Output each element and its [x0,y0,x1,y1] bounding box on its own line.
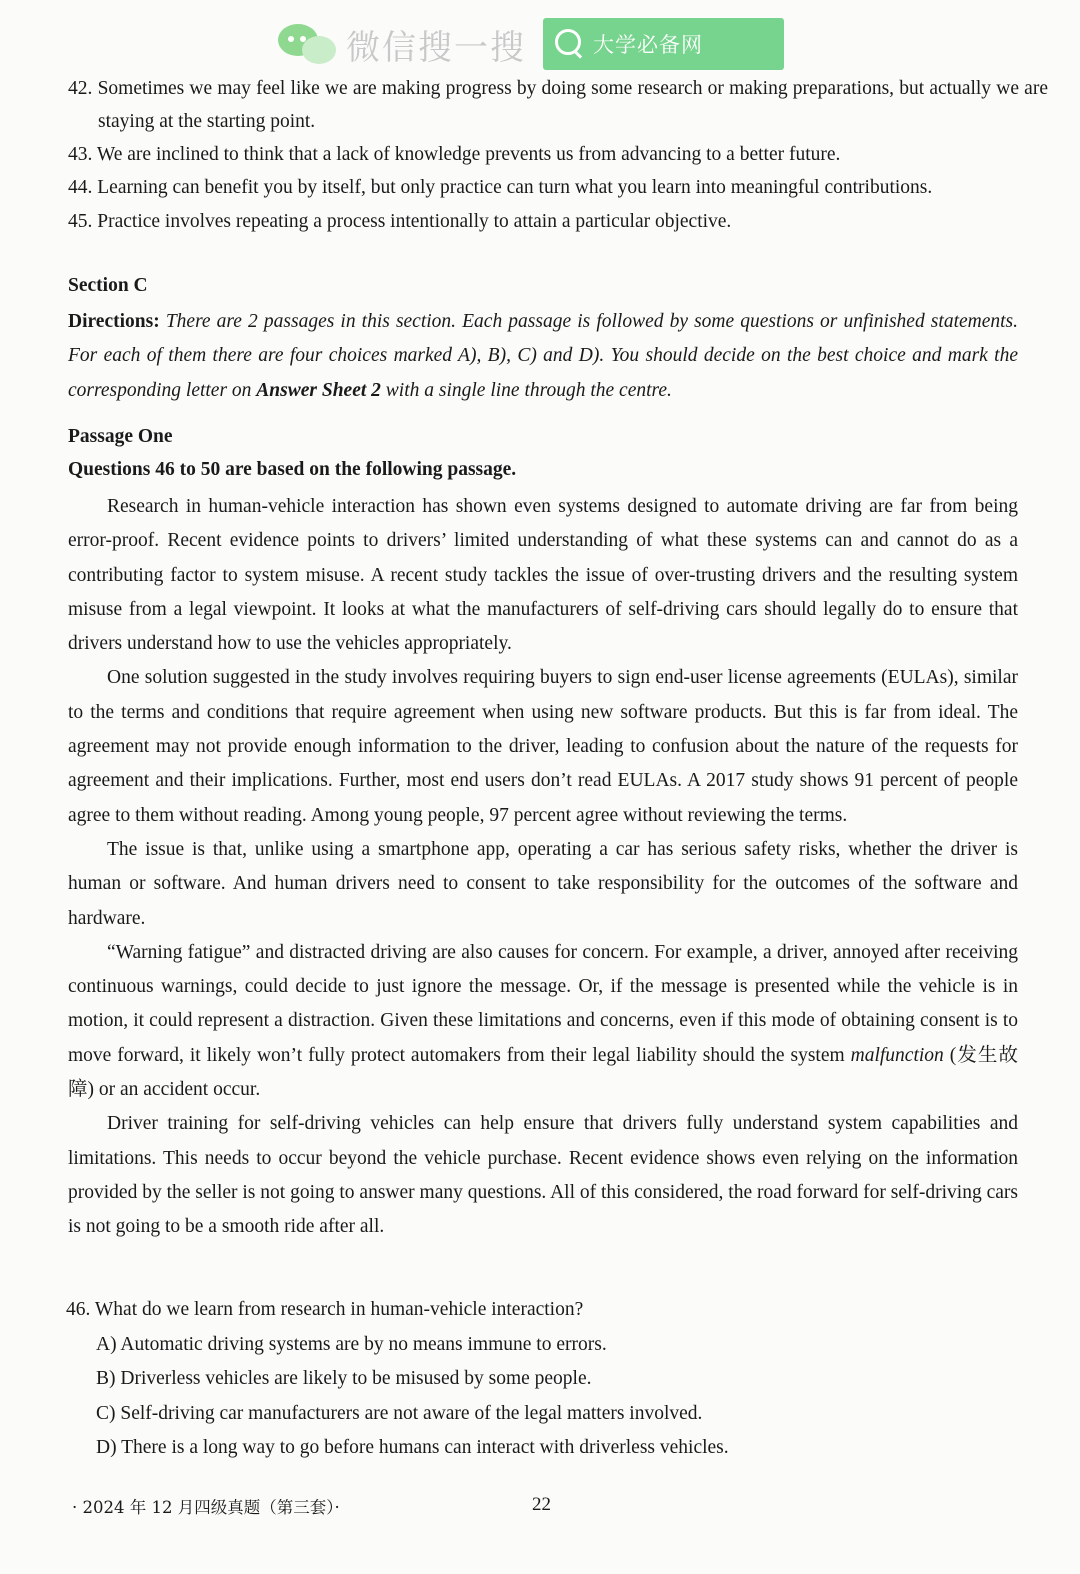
option-a: A) Automatic driving systems are by no means immune to errors. [96,1334,607,1355]
passage-title: Passage One [68,426,173,447]
passage-paragraph: The issue is that, unlike using a smartphone app, operating a car has serious safety risks, whether the driver is human or software. And human drivers need to consent to take responsibility for the outcomes of the software and hardware. [68,838,1018,929]
passage-paragraph: One solution suggested in the study involves requiring buyers to sign end-user license agreements (EULAs), similar to the terms and conditions that require agreement when using new software products. But this is far from ideal. The agreement may not provide enough information to the driver, leading to confusion about the nature of the requests for agreement and their implications. Further, most end users don’t read EULAs. A 2017 study shows 91 percent of people agree to them without reading. Among young people, 97 percent agree without reviewing the terms. [68,667,1018,826]
directions-answer-sheet: Answer Sheet 2 [256,379,381,401]
option-d: D) There is a long way to go before humans can interact with driverless vehicles. [96,1437,729,1458]
passage-paragraph-text: “Warning fatigue” and distracted driving are also causes for concern. For example, a driver, annoyed after receiving continuous warnings, could decide to just ignore the message. Or, if the message is presented while the vehicle is in motion, it could represent a distraction. Given these limitations and concerns, even if this mode of obtaining consent is to move forward, it likely won’t fully protect automakers from their legal liability should the system [68,941,1018,1066]
term-gloss: (发生故障) [68,1044,1018,1101]
option-c: C) Self-driving car manufacturers are not aware of the legal matters involved. [96,1403,703,1424]
passage-subtitle: Questions 46 to 50 are based on the following passage. [68,459,517,480]
previous-item-42: 42. Sometimes we may feel like we are making progress by doing some research or making preparations, but actually we are staying at the starting point. [68,78,1048,133]
page-number: 22 [532,1494,551,1515]
previous-item-43: 43. We are inclined to think that a lack of knowledge prevents us from advancing to a better future. [68,144,841,165]
wechat-icon [278,18,340,70]
previous-item-44: 44. Learning can benefit you by itself, but only practice can turn what you learn into meaningful contributions. [68,177,933,198]
section-title: Section C [68,275,148,296]
passage-paragraph: Driver training for self-driving vehicles can help ensure that drivers fully understand system capabilities and limitations. This needs to occur beyond the vehicle purchase. Recent evidence shows even relying on the information provided by the seller is not going to answer many questions. All of this considered, the road forward for self-driving cars is not going to be a smooth ride after all. [68,1113,1018,1238]
passage-paragraph [68,936,1018,1107]
footer-label: · 2024 年 12 月四级真题（第三套）· [72,1498,340,1517]
watermark-search-box [543,18,784,70]
section-directions [68,305,1018,408]
directions-text-end: with a single line through the centre. [385,379,672,401]
passage-body [68,490,1018,1245]
glossed-term: malfunction [850,1044,944,1066]
previous-item-45: 45. Practice involves repeating a process intentionally to attain a particular objective. [68,211,732,232]
passage-paragraph: Research in human-vehicle interaction has shown even systems designed to automate driving are far from being error-proof. Recent evidence points to drivers’ limited understanding of what these systems can and cannot do as a contributing factor to system misuse. A recent study tackles the issue of over-trusting drivers and the resulting system misuse from a legal viewpoint. It looks at what the manufacturers of self-driving cars should legally do to ensure that drivers understand how to use the vehicles appropriately. [68,496,1018,655]
watermark-text: 微信搜一搜 [346,27,526,68]
option-b: B) Driverless vehicles are likely to be misused by some people. [96,1368,592,1389]
search-icon [555,29,585,59]
directions-text: There are 2 passages in this section. Each passage is followed by some questions or unfinished statements. For each of them there are four choices marked A), B), C) and D). You should decide on the best choice and mark the corresponding letter on [68,311,1019,401]
passage-paragraph-end: or an accident occur. [98,1079,261,1101]
watermark-search-label: 大学必备网 [593,33,703,57]
directions-label: Directions: [68,311,160,332]
wechat-watermark [278,18,703,70]
question-46-stem: 46. What do we learn from research in human-vehicle interaction? [66,1299,584,1320]
